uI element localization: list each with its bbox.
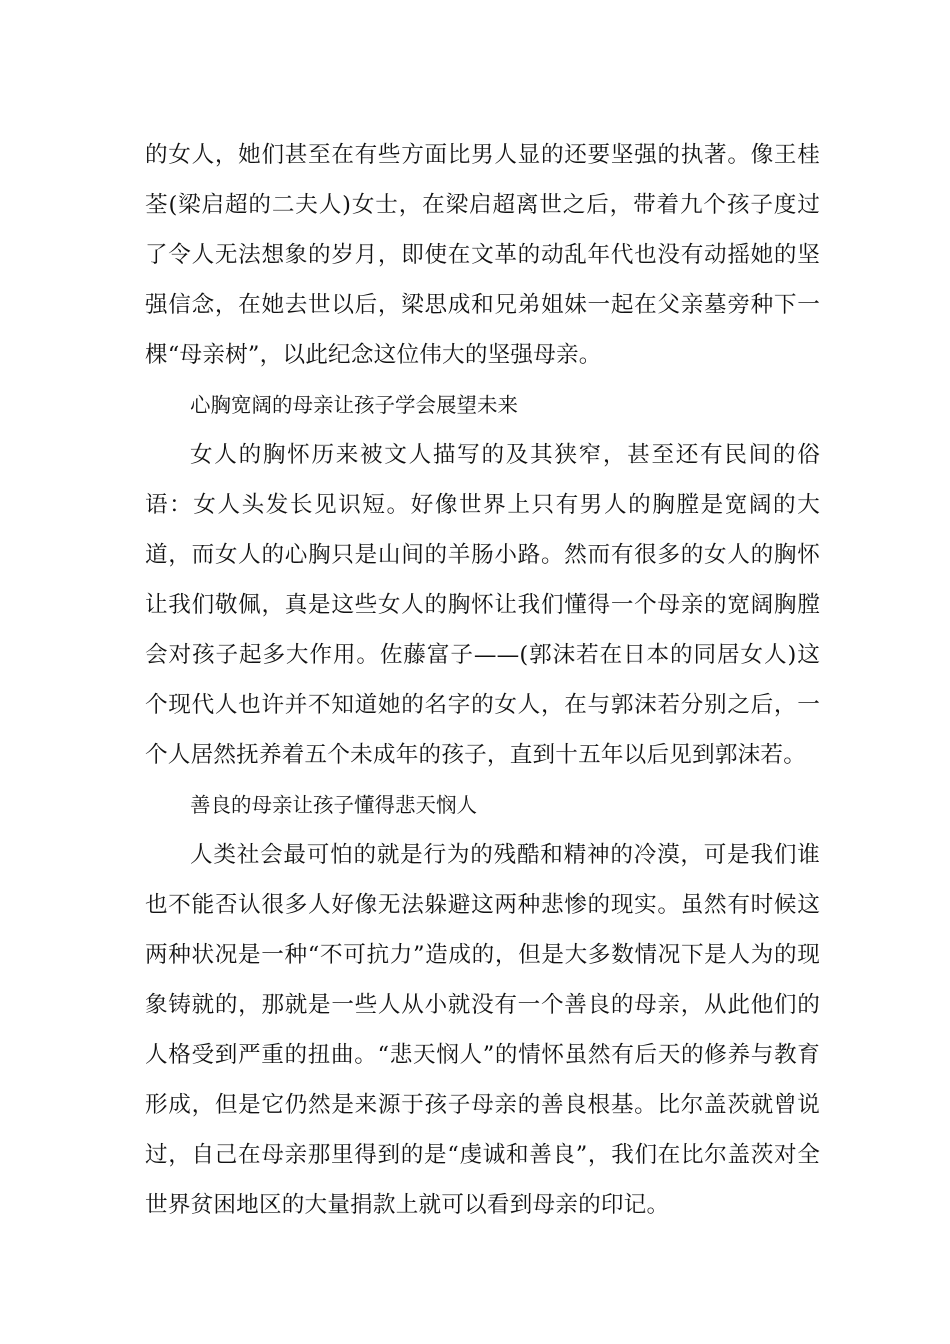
section-heading-broad-mind: 心胸宽阔的母亲让孩子学会展望未来: [190, 393, 518, 417]
document-body: [145, 130, 820, 1230]
paragraph-continuation: 的女人，她们甚至在有些方面比男人显的还要坚强的执著。像王桂荃(梁启超的二夫人)女士，在梁启超离世之后，带着九个孩子度过了令人无法想象的岁月，即使在文革的动乱年代也没有动摇她的坚强信念，在她去世以后，梁思成和兄弟姐妹一起在父亲墓旁种下一棵“母亲树”，以此纪念这位伟大的坚强母亲。: [145, 142, 820, 368]
paragraph-kindness: 人类社会最可怕的就是行为的残酷和精神的冷漠，可是我们谁也不能否认很多人好像无法躲避这两种悲惨的现实。虽然有时候这两种状况是一种“不可抗力”造成的，但是大多数情况下是人为的现象铸就的，那就是一些人从小就没有一个善良的母亲，从此他们的人格受到严重的扭曲。“悲天悯人”的情怀虽然有后天的修养与教育形成，但是它仍然是来源于孩子母亲的善良根基。比尔盖茨就曾说过，自己在母亲那里得到的是“虔诚和善良”，我们在比尔盖茨对全世界贫困地区的大量捐款上就可以看到母亲的印记。: [145, 842, 820, 1218]
section-heading-kindness: 善良的母亲让孩子懂得悲天悯人: [190, 793, 477, 817]
paragraph-broad-mind: 女人的胸怀历来被文人描写的及其狭窄，甚至还有民间的俗语：女人头发长见识短。好像世界上只有男人的胸膛是宽阔的大道，而女人的心胸只是山间的羊肠小路。然而有很多的女人的胸怀让我们敬佩，真是这些女人的胸怀让我们懂得一个母亲的宽阔胸膛会对孩子起多大作用。佐藤富子——(郭沫若在日本的同居女人)这个现代人也许并不知道她的名字的女人，在与郭沫若分别之后，一个人居然抚养着五个未成年的孩子，直到十五年以后见到郭沫若。: [145, 442, 820, 768]
